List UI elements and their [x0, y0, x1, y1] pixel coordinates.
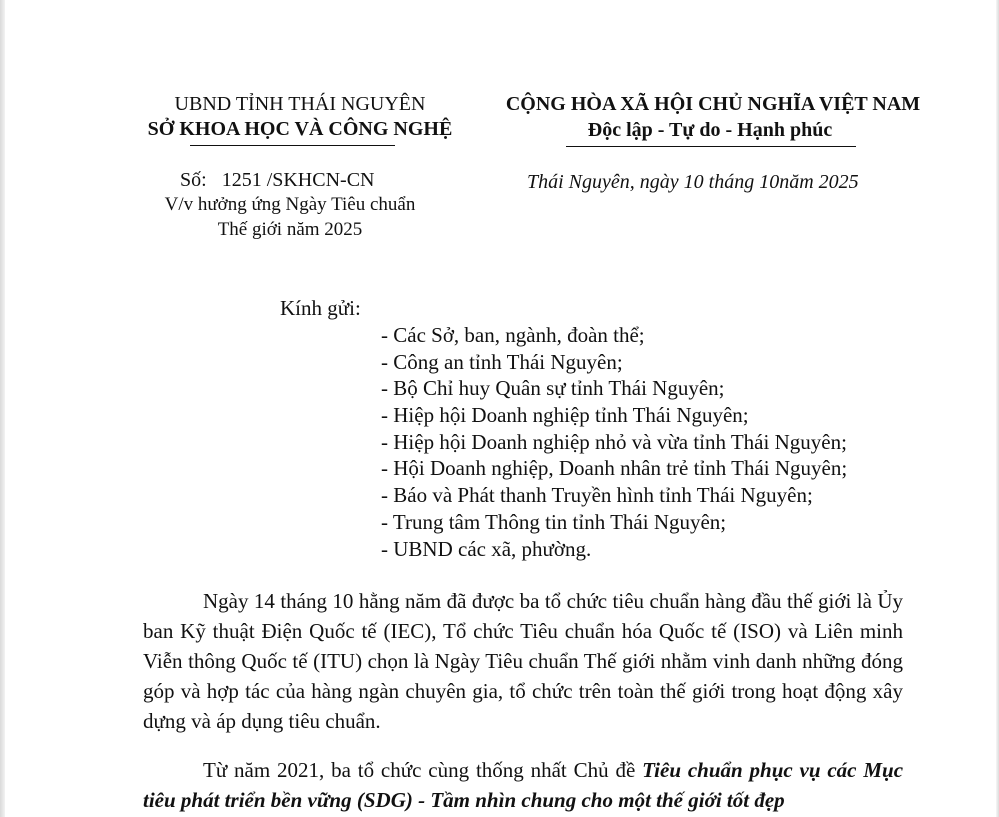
date-day: 10: [683, 171, 704, 193]
date-month: 10: [759, 171, 780, 193]
recipient-list: [381, 322, 847, 562]
number-label: Số:: [180, 169, 207, 191]
recipient-item: - Hội Doanh nghiệp, Doanh nhân trẻ tỉnh Thái Nguyên;: [381, 456, 848, 481]
recipient-item: - Hiệp hội Doanh nghiệp tỉnh Thái Nguyên;: [381, 403, 749, 428]
subject-line-1: V/v hưởng ứng Ngày Tiêu chuẩn: [164, 194, 416, 215]
org-parent: UBND TỈNH THÁI NGUYÊN: [174, 93, 426, 115]
recipient-item: - Các Sở, ban, ngành, đoàn thể;: [381, 323, 645, 347]
body-paragraph-2: [143, 755, 903, 815]
document-number: [180, 169, 374, 192]
recipient-item: - Trung tâm Thông tin tỉnh Thái Nguyên;: [381, 509, 727, 534]
recipient-item: - Công an tỉnh Thái Nguyên;: [381, 349, 623, 374]
paragraph-2-theme: Tiêu chuẩn phục vụ các Mục tiêu phát triển bền vững (SDG) - Tầm nhìn chung cho một thế giới tốt đẹp: [143, 758, 904, 812]
subject-line-2: Thế giới năm 2025: [217, 219, 363, 240]
page-left-edge: [0, 0, 5, 817]
recipient-item: - UBND các xã, phường.: [381, 536, 592, 561]
motto: Độc lập - Tự do - Hạnh phúc: [587, 119, 833, 141]
recipient-item: - Hiệp hội Doanh nghiệp nhỏ và vừa tỉnh Thái Nguyên;: [381, 429, 847, 454]
recipient-item: - Bộ Chỉ huy Quân sự tỉnh Thái Nguyên;: [381, 376, 725, 401]
number-value: 1251: [221, 169, 262, 191]
issue-date: [527, 171, 859, 194]
org-name: SỞ KHOA HỌC VÀ CÔNG NGHỆ: [147, 118, 453, 140]
body-paragraph-1: Ngày 14 tháng 10 hằng năm đã được ba tổ chức tiêu chuẩn hàng đầu thế giới là Ủy ban Kỹ thuật Điện Quốc tế (IEC), Tổ chức Tiêu chuẩn hóa Quốc tế (ISO) và Liên minh Viễn thông Quốc tế (ITU) chọn là Ngày Tiêu chuẩn Thế giới nhằm vinh danh những đóng góp và hợp tác của hàng ngàn chuyên gia, tổ chức trên toàn thế giới trong hoạt động xây dựng và áp dụng tiêu chuẩn.: [143, 589, 903, 733]
date-year: năm 2025: [779, 171, 859, 193]
nation-title: CỘNG HÒA XÃ HỘI CHỦ NGHĨA VIỆT NAM: [505, 93, 921, 115]
paragraph-2-intro: Từ năm 2021, ba tổ chức cùng thống nhất Chủ đề: [203, 758, 643, 782]
number-code: /SKHCN-CN: [266, 169, 375, 191]
motto-underline: [566, 146, 856, 147]
salutation: Kính gửi:: [280, 296, 361, 320]
org-underline: [190, 145, 395, 146]
date-prefix: Thái Nguyên, ngày: [527, 171, 679, 193]
date-month-label: tháng: [708, 171, 755, 193]
recipient-item: - Báo và Phát thanh Truyền hình tỉnh Thái Nguyên;: [381, 483, 813, 508]
